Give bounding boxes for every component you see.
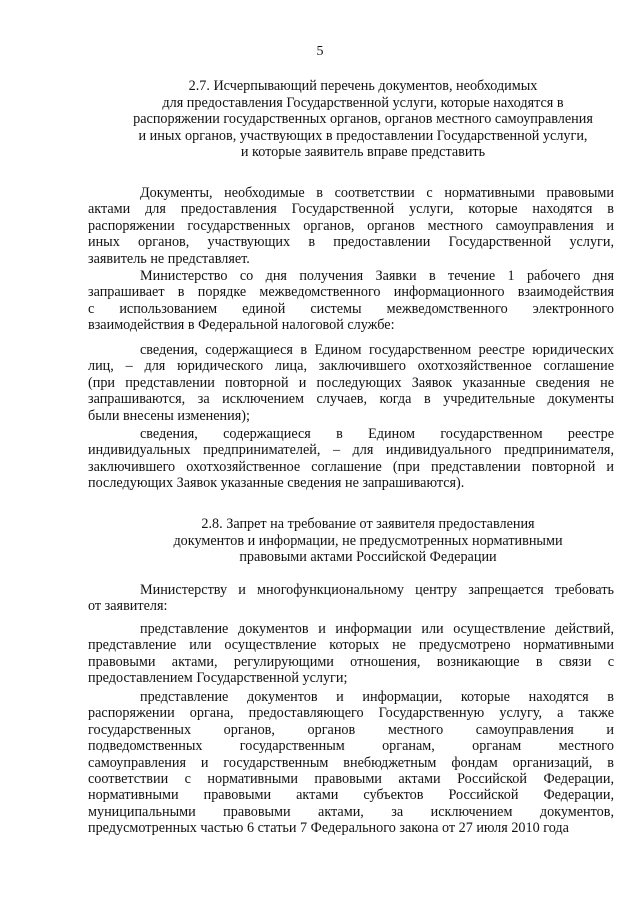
text-line: предоставлением Государственной услуги; (88, 670, 348, 687)
paragraph (88, 268, 614, 334)
paragraph (88, 582, 614, 615)
paragraph (88, 621, 614, 687)
heading-line: 2.8. Запрет на требование от заявителя предоставления (201, 516, 535, 532)
text-line: взаимодействия в Федеральной налоговой службе: (88, 317, 395, 334)
paragraph (88, 689, 614, 837)
text-line: распоряжении органа, предоставляющего Государственную услугу, а также (88, 705, 614, 722)
text-line: сведения, содержащиеся в Едином государственном реестре юридических (140, 342, 614, 358)
paragraph (88, 342, 614, 424)
text-line: предусмотренных частью 6 статьи 7 Федерального закона от 27 июля 2010 года (88, 820, 569, 837)
heading-line: и иных органов, участвующих в предоставлении Государственной услуги, (138, 127, 588, 144)
text-line: запрашиваются, за исключением случаев, когда в учредительные документы (88, 391, 614, 408)
text-line: от заявителя: (88, 598, 168, 615)
text-line: сведения, содержащиеся в Едином государственном реестре (140, 426, 614, 442)
text-line: нормативными правовыми актами субъектов Российской Федерации, (88, 787, 614, 804)
text-line: представление или осуществление которых не предусмотрено нормативными (88, 637, 614, 654)
text-line: подведомственных государственным органам, органам местного (88, 738, 614, 755)
text-line: Министерству и многофункциональному центру запрещается требовать (140, 582, 614, 598)
section-27-heading (110, 78, 616, 161)
text-line: последующих Заявок указанные сведения не запрашиваются). (88, 475, 465, 492)
text-line: лиц, – для юридического лица, заключившего охотхозяйственное соглашение (88, 358, 614, 375)
heading-line: распоряжении государственных органов, органов местного самоуправления (133, 111, 593, 128)
text-line: представление документов и информации или осуществление действий, (140, 621, 614, 637)
text-line: распоряжении государственных органов, органов местного самоуправления и (88, 217, 614, 234)
text-line: самоуправления и государственным внебюджетным фондам организаций, в (88, 754, 614, 771)
text-line: муниципальными правовыми актами, за исключением документов, (88, 803, 614, 820)
page-number: 5 (316, 44, 324, 59)
heading-line: для предоставления Государственной услуги, которые находятся в (162, 94, 564, 111)
text-line: представление документов и информации, которые находятся в (140, 689, 614, 705)
text-line: Документы, необходимые в соответствии с нормативными правовыми (140, 185, 614, 201)
heading-line: документов и информации, не предусмотренных нормативными (173, 532, 563, 549)
heading-line: правовыми актами Российской Федерации (239, 549, 497, 566)
text-line: актами для предоставления Государственной услуги, которые находятся в (88, 201, 614, 218)
text-line: запрашивает в порядке межведомственного информационного взаимодействия (88, 284, 614, 301)
paragraph (88, 185, 614, 267)
text-line: заявитель не представляет. (88, 250, 250, 267)
heading-line: 2.7. Исчерпывающий перечень документов, необходимых (188, 78, 538, 94)
text-line: соответствии с нормативными правовыми актами Российской Федерации, (88, 771, 614, 788)
text-line: правовыми актами, регулирующими отношения, возникающие в связи с (88, 653, 614, 670)
text-line: с использованием единой системы межведомственного электронного (88, 300, 614, 317)
text-line: индивидуальных предпринимателей, – для индивидуального предпринимателя, (88, 442, 614, 459)
text-line: Министерство со дня получения Заявки в течение 1 рабочего дня (140, 268, 614, 284)
text-line: иных органов, участвующих в предоставлении Государственной услуги, (88, 234, 614, 251)
text-line: были внесены изменения); (88, 407, 250, 424)
paragraph (88, 426, 614, 492)
text-line: заключившего охотхозяйственное соглашение (при представлении повторной и (88, 458, 614, 475)
section-28-heading (120, 516, 616, 566)
text-line: (при представлении повторной и последующих Заявок указанные сведения не (88, 374, 614, 391)
text-line: государственных органов, органов местного самоуправления и (88, 721, 614, 738)
heading-line: и которые заявитель вправе представить (240, 144, 486, 161)
